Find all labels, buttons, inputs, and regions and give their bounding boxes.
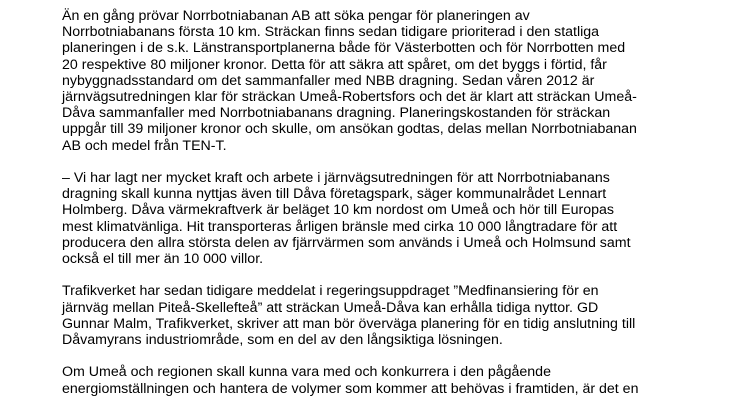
- text-line: Om Umeå och regionen skall kunna vara med och konkurrera i den pågående: [62, 364, 551, 381]
- text-line: 20 respektive 80 miljoner kronor. Detta för att säkra att spåret, om det byggs i förtid, får: [62, 56, 607, 73]
- text-line: järnvägsutredningen klar för sträckan Umeå-Robertsfors och det är klart att sträckan Umeå-: [62, 89, 637, 106]
- paragraph-regional-competition: [62, 364, 682, 396]
- text-line: nybyggnadsstandard om det sammanfaller med NBB dragning. Sedan våren 2012 är: [62, 72, 595, 89]
- text-line: Gunnar Malm, Trafikverket, skriver att man bör överväga planering för en tidig anslutning till: [62, 315, 636, 332]
- text-line: uppgår till 39 miljoner kronor och skulle, om ansökan godtas, delas mellan Norrbotniabanan: [62, 121, 637, 138]
- text-line: producera den allra största delen av fjärrvärmen som används i Umeå och Holmsund samt: [62, 234, 631, 251]
- text-line: mest klimatvänliga. Hit transporteras årligen bränsle med cirka 10 000 långtradare för att: [62, 218, 618, 235]
- paragraph-funding-application: [62, 8, 682, 154]
- text-line: Norrbotniabanans första 10 km. Sträckan finns sedan tidigare prioriterad i den statliga: [62, 24, 600, 41]
- text-line: planeringen i de s.k. Länstransportplanerna både för Västerbotten och för Norrbotten med: [62, 40, 626, 57]
- text-line: Dåva sammanfaller med Norrbotniabanans dragning. Planeringskostanden för sträckan: [62, 105, 611, 122]
- paragraph-trafikverket: [62, 283, 682, 348]
- text-line: Holmberg. Dåva värmekraftverk är beläget 10 km nordost om Umeå och hör till Europas: [62, 202, 614, 219]
- article-body: [62, 8, 682, 413]
- text-line: Dåvamyrans industriområde, som en del av den långsiktiga lösningen.: [62, 332, 503, 349]
- text-line: Än en gång prövar Norrbotniabanan AB att söka pengar för planeringen av: [62, 8, 530, 24]
- text-line: också el till mer än 10 000 villor.: [62, 251, 264, 268]
- text-line: järnväg mellan Piteå-Skellefteå” att sträckan Umeå-Dåva kan erhålla tidiga nyttor. GD: [62, 299, 599, 316]
- text-line: AB och medel från TEN-T.: [62, 137, 227, 154]
- text-line: Trafikverket har sedan tidigare meddelat i regeringsuppdraget ”Medfinansiering för en: [62, 283, 599, 300]
- text-line: energiomställningen och hantera de volymer som kommer att behövas i framtiden, är det en: [62, 380, 639, 397]
- paragraph-quote-holmberg: [62, 170, 682, 267]
- text-line: – Vi har lagt ner mycket kraft och arbete i järnvägsutredningen för att Norrbotniabanans: [62, 170, 610, 187]
- text-line: dragning skall kunna nyttjas även till Dåva företagspark, säger kommunalrådet Lennart: [62, 186, 607, 203]
